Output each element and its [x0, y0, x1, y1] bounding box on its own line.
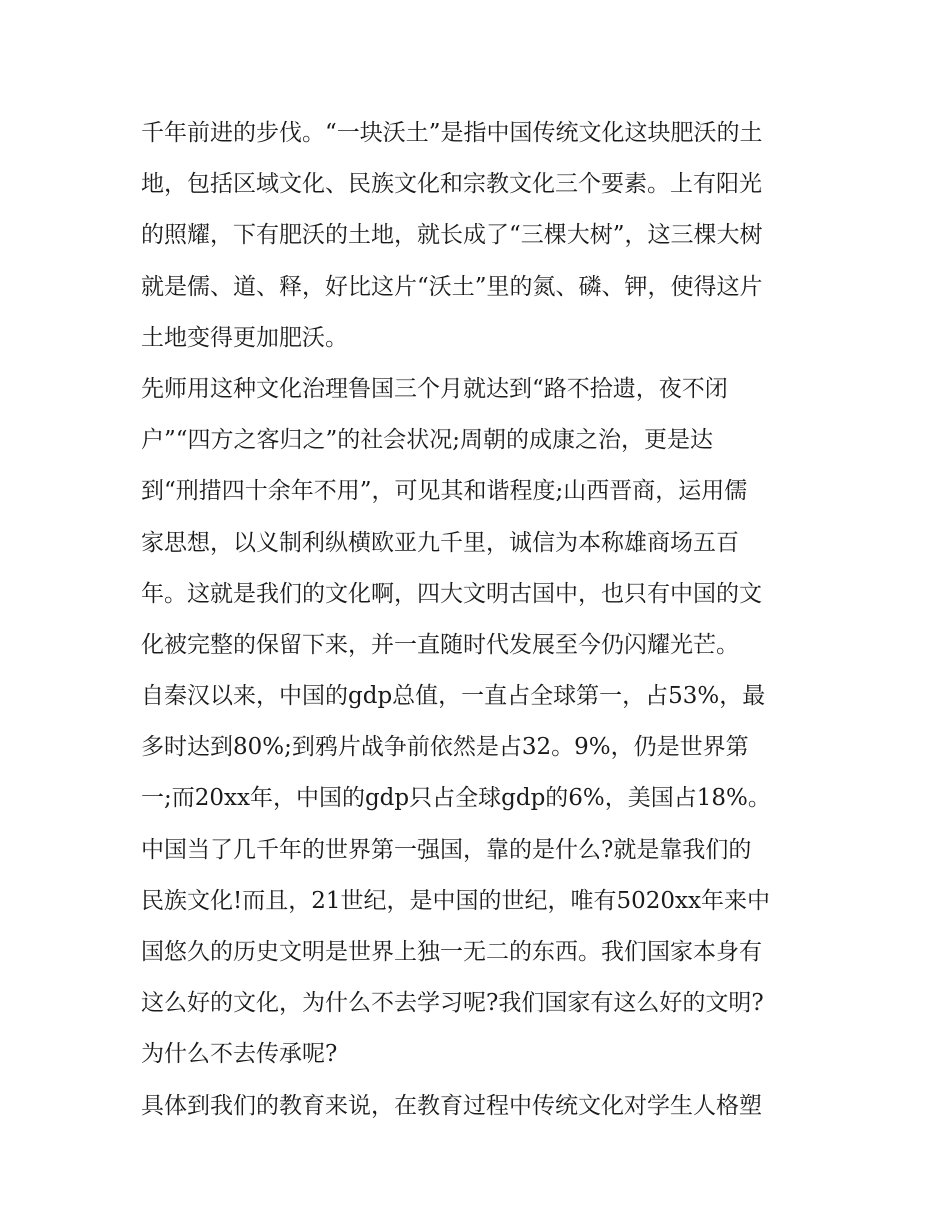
- text-line: 为什么不去传承呢?: [141, 1041, 338, 1068]
- text-line: 具体到我们的教育来说，在教育过程中传统文化对学生人格塑: [141, 1092, 762, 1119]
- text-line: 的照耀，下有肥沃的土地，就长成了“三棵大树”，这三棵大树: [141, 222, 763, 249]
- text-line: 先师用这种文化治理鲁国三个月就达到“路不拾遗，夜不闭: [141, 375, 728, 402]
- text-line: 到“刑措四十余年不用”，可见其和谐程度;山西晋商，运用儒: [141, 478, 748, 505]
- text-line: 自秦汉以来，中国的gdp总值，一直占全球第一，占53%，最: [141, 683, 766, 710]
- text-line: 化被完整的保留下来，并一直随时代发展至今仍闪耀光芒。: [141, 631, 739, 658]
- text-line: 这么好的文化，为什么不去学习呢?我们国家有这么好的文明?: [141, 990, 764, 1017]
- text-line: 年。这就是我们的文化啊，四大文明古国中，也只有中国的文: [141, 580, 762, 607]
- text-line: 一;而20xx年，中国的gdp只占全球gdp的6%，美国占18%。: [141, 785, 771, 812]
- text-line: 千年前进的步伐。“一块沃土”是指中国传统文化这块肥沃的土: [141, 120, 763, 146]
- text-line: 中国当了几千年的世界第一强国，靠的是什么?就是靠我们的: [141, 836, 752, 863]
- text-line: 家思想，以义制利纵横欧亚九千里，诚信为本称雄商场五百: [141, 529, 739, 556]
- text-line: 多时达到80%;到鸦片战争前依然是占32。9%，仍是世界第: [141, 734, 749, 761]
- text-line: 国悠久的历史文明是世界上独一无二的东西。我们国家本身有: [141, 939, 762, 965]
- text-line: 户”“四方之客归之”的社会状况;周朝的成康之治，更是达: [141, 427, 714, 454]
- document-body: [141, 108, 821, 1132]
- text-line: 民族文化!而且，21世纪，是中国的世纪，唯有5020xx年来中: [141, 887, 770, 914]
- text-line: 就是儒、道、释，好比这片“沃土”里的氮、磷、钾，使得这片: [141, 273, 763, 300]
- text-line: 地，包括区域文化、民族文化和宗教文化三个要素。上有阳光: [141, 171, 762, 198]
- text-line: 土地变得更加肥沃。: [141, 324, 348, 351]
